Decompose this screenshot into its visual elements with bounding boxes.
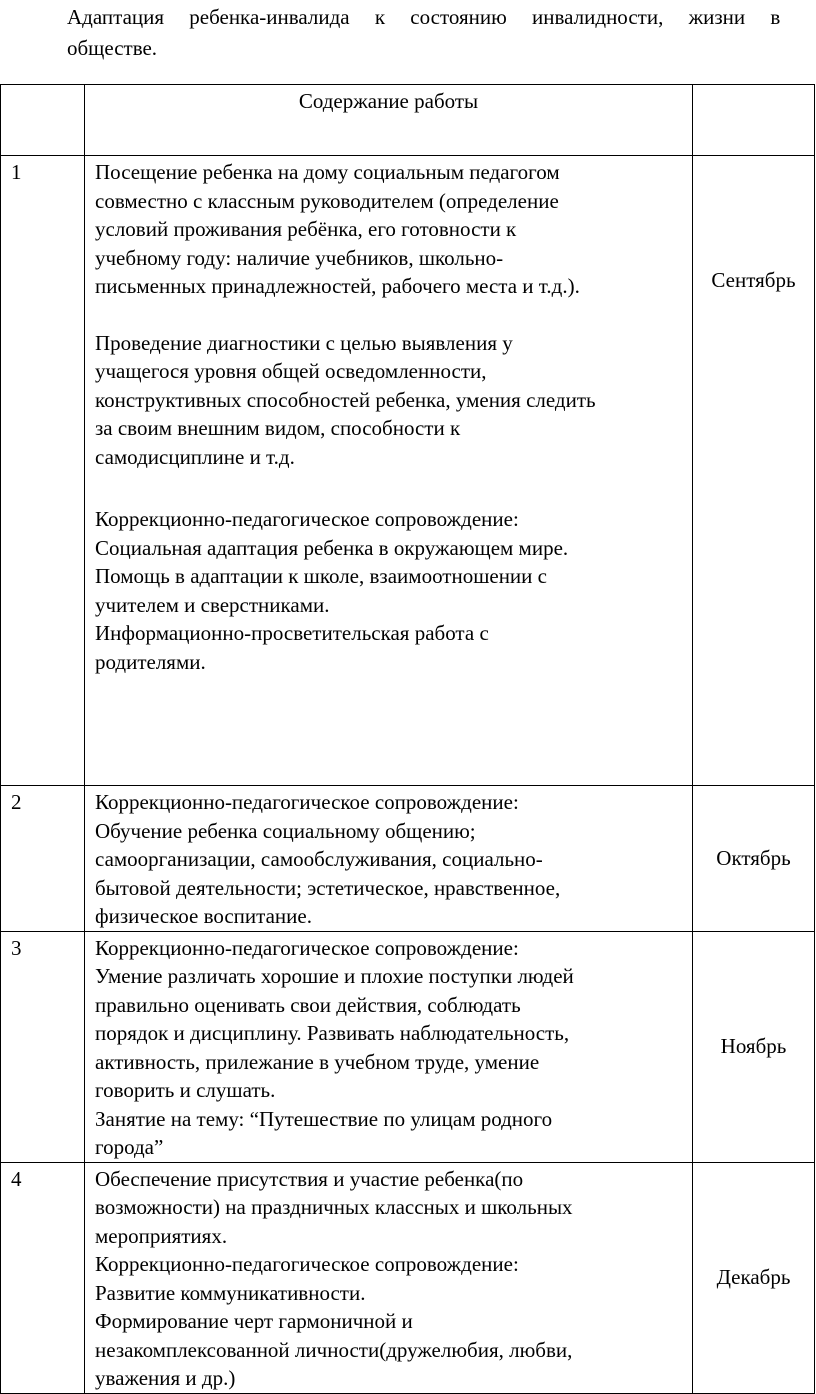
month-label: Сентябрь xyxy=(711,268,796,293)
content-line: самоорганизации, самообслуживания, социально- xyxy=(95,847,543,871)
header-cell-number xyxy=(1,85,85,156)
row-month: Декабрь xyxy=(693,1162,815,1393)
content-line: учащегося уровня общей осведомленности, xyxy=(95,359,487,383)
header-cell-content: Содержание работы xyxy=(85,85,693,156)
content-line: города” xyxy=(95,1135,164,1159)
row-number: 3 xyxy=(1,931,85,1162)
table-row xyxy=(1,786,815,932)
table-row xyxy=(1,156,815,786)
content-line: активность, прилежание в учебном труде, умение xyxy=(95,1049,540,1074)
intro-line-1: Адаптация ребенка-инвалида к состоянию инвалидности, жизни в xyxy=(67,5,781,29)
row-number: 1 xyxy=(1,156,85,786)
content-line: Посещение ребенка на дому социальным педагогом xyxy=(95,160,560,184)
content-line: бытовой деятельности; эстетическое, нравственное, xyxy=(95,875,561,900)
content-line: самодисциплине и т.д. xyxy=(95,444,295,469)
content-line: Обучение ребенка социальному общению; xyxy=(95,818,476,843)
content-line: Занятие на тему: “Путешествие по улицам родного xyxy=(95,1106,553,1131)
content-line: правильно оценивать свои действия, соблюдать xyxy=(95,992,521,1017)
content-line: порядок и дисциплину. Развивать наблюдательность, xyxy=(95,1021,570,1045)
content-line: родителями. xyxy=(95,649,206,674)
content-line: Социальная адаптация ребенка в окружающем мире. xyxy=(95,535,569,560)
content-paragraph xyxy=(95,329,686,472)
content-paragraph xyxy=(95,158,686,301)
content-line: уважения и др.) xyxy=(95,1366,236,1390)
content-line: мероприятиях. xyxy=(95,1223,228,1248)
document-intro xyxy=(67,2,816,64)
content-line: за своим внешним видом, способности к xyxy=(95,416,461,440)
content-line: письменных принадлежностей, рабочего места и т.д.). xyxy=(95,274,580,298)
row-number: 4 xyxy=(1,1162,85,1393)
content-line: Развитие коммуникативности. xyxy=(95,1280,366,1305)
content-paragraph xyxy=(95,505,686,676)
row-month xyxy=(693,156,815,786)
content-line: Обеспечение присутствия и участие ребенка(по xyxy=(95,1166,524,1191)
content-line: учителем и сверстниками. xyxy=(95,592,330,617)
table-row xyxy=(1,1162,815,1393)
content-line: Умение различать хорошие и плохие поступки людей xyxy=(95,964,574,988)
row-content xyxy=(85,1162,693,1393)
content-line: Коррекционно-педагогическое сопровождение: xyxy=(95,1252,519,1276)
row-content xyxy=(85,786,693,932)
content-line: конструктивных способностей ребенка, умения следить xyxy=(95,387,596,412)
work-plan-table xyxy=(0,84,815,1394)
content-line: физическое воспитание. xyxy=(95,904,312,928)
content-line: Информационно-просветительская работа с xyxy=(95,621,489,645)
content-line: говорить и слушать. xyxy=(95,1078,276,1102)
row-number: 2 xyxy=(1,786,85,932)
content-line: учебному году: наличие учебников, школьно- xyxy=(95,245,504,270)
content-line: Коррекционно-педагогическое сопровождение: xyxy=(95,935,519,960)
content-line: возможности) на праздничных классных и школьных xyxy=(95,1195,573,1219)
row-content xyxy=(85,931,693,1162)
content-line: незакомплексованной личности(дружелюбия, любви, xyxy=(95,1337,573,1362)
table-row xyxy=(1,931,815,1162)
content-line: условий проживания ребёнка, его готовности к xyxy=(95,217,517,241)
header-cell-month xyxy=(693,85,815,156)
content-line: Проведение диагностики с целью выявления у xyxy=(95,330,513,355)
row-content xyxy=(85,156,693,786)
content-line: Формирование черт гармоничной и xyxy=(95,1309,413,1333)
content-line: Коррекционно-педагогическое сопровождение: xyxy=(95,507,519,531)
row-month: Октябрь xyxy=(693,786,815,932)
intro-line-2: обществе. xyxy=(67,36,158,60)
content-line: Помощь в адаптации к школе, взаимоотношении с xyxy=(95,564,547,588)
table-header-row xyxy=(1,85,815,156)
content-line: совместно с классным руководителем (определение xyxy=(95,188,559,213)
row-month: Ноябрь xyxy=(693,931,815,1162)
content-line: Коррекционно-педагогическое сопровождение: xyxy=(95,790,519,814)
